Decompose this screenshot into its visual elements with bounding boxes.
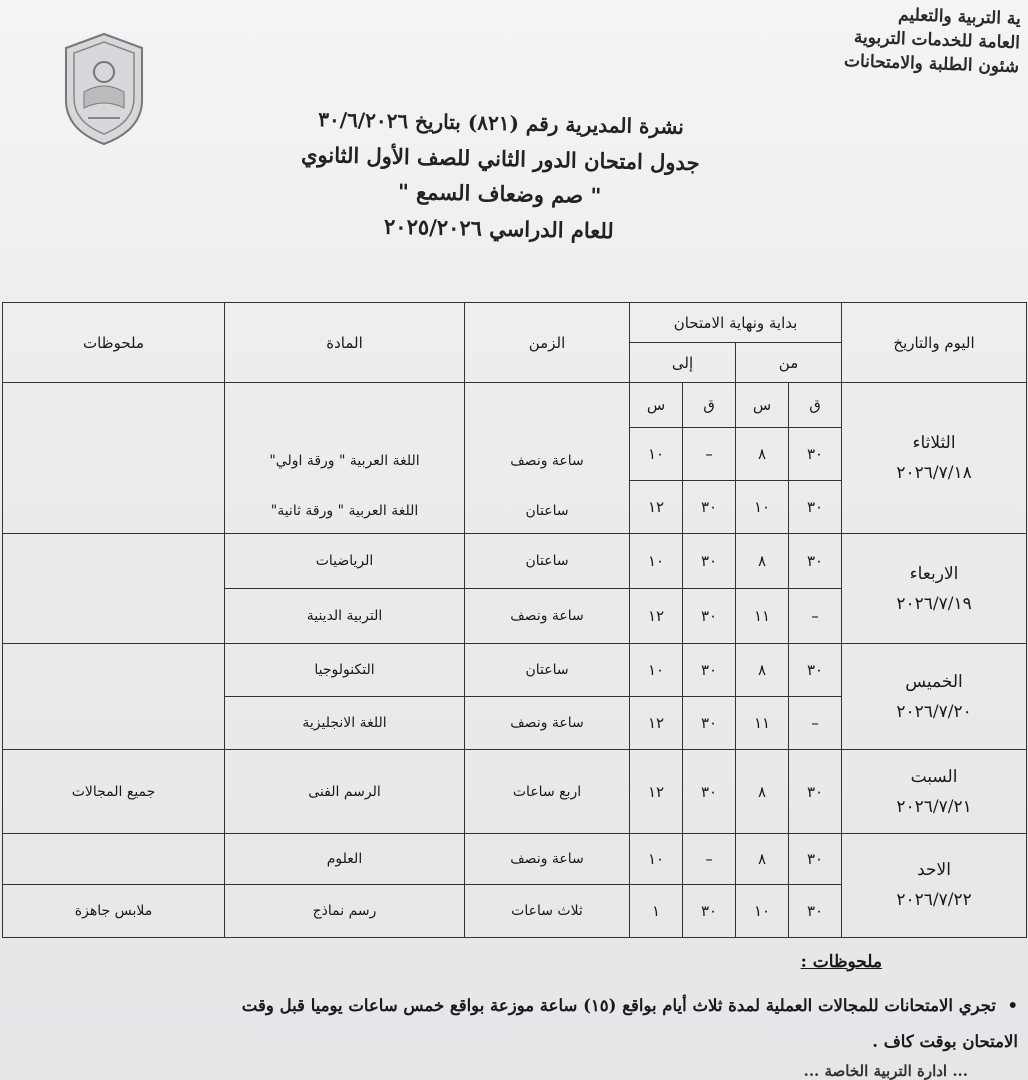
- from-minute: ٣٠: [789, 533, 842, 588]
- from-minute: ٣٠: [789, 884, 842, 937]
- from-hour: ٨: [736, 427, 789, 480]
- note-text: تجري الامتحانات للمجالات العملية لمدة ثلاث أيام بواقع (١٥) ساعة موزعة بواقع خمس ساعات يوميا قبل وقت: [241, 996, 996, 1015]
- to-minute: ٣٠: [683, 589, 736, 644]
- header-subject: المادة: [225, 303, 465, 383]
- note-line-1: [8, 988, 1018, 1024]
- document-title: جدول امتحان الدور الثاني للصف الأول الثانوي: [300, 141, 700, 176]
- header-to: إلى: [630, 343, 736, 383]
- note-line-2: الامتحان بوقت كاف .: [872, 1032, 1018, 1051]
- unit-hour: س: [630, 383, 683, 428]
- subject-value: الرسم الفنى: [225, 750, 465, 834]
- from-minute: ٣٠: [789, 644, 842, 697]
- duration-value: ثلاث ساعات: [465, 884, 630, 937]
- subject-value: الرياضيات: [225, 533, 465, 588]
- to-hour: ١٢: [630, 589, 683, 644]
- note-value: ملابس جاهزة: [3, 884, 225, 937]
- to-minute: –: [683, 833, 736, 884]
- header-day-date: اليوم والتاريخ: [842, 303, 1027, 383]
- to-hour: ١٠: [630, 533, 683, 588]
- day-cell: [842, 383, 1027, 534]
- day-name: الثلاثاء: [912, 432, 956, 453]
- day-date: ٢٠٢٦/٧/٢٠: [896, 701, 972, 722]
- from-minute: –: [789, 697, 842, 750]
- from-hour: ١٠: [736, 884, 789, 937]
- to-hour: ١٠: [630, 427, 683, 480]
- to-minute: ٣٠: [683, 884, 736, 937]
- from-minute: ٣٠: [789, 480, 842, 533]
- to-hour: ١٢: [630, 480, 683, 533]
- to-hour: ١: [630, 884, 683, 937]
- unit-minute: ق: [683, 383, 736, 428]
- notes-cell: [3, 533, 225, 643]
- subject-value: اللغة الانجليزية: [225, 697, 465, 750]
- notes-paragraph: [8, 988, 1018, 1060]
- from-minute: ٣٠: [789, 750, 842, 834]
- from-hour: ٨: [736, 833, 789, 884]
- academic-year: للعام الدراسي ٢٠٢٥/٢٠٢٦: [383, 213, 615, 244]
- day-name: السبت: [910, 766, 958, 787]
- subject-value: التكنولوجيا: [225, 644, 465, 697]
- note-value: جميع المجالات: [3, 750, 225, 834]
- day-name: الخميس: [905, 671, 963, 692]
- duration-value: ساعة ونصف: [465, 833, 630, 884]
- from-hour: ١١: [736, 697, 789, 750]
- day-name: الاربعاء: [909, 563, 959, 584]
- day-cell: [842, 644, 1027, 750]
- to-hour: ١٠: [630, 833, 683, 884]
- ministry-line-1: ية التربية والتعليم: [897, 4, 1022, 30]
- schedule-body: [3, 383, 1027, 938]
- to-minute: ٣٠: [683, 533, 736, 588]
- from-hour: ١١: [736, 589, 789, 644]
- header-start-end: بداية ونهاية الامتحان: [630, 303, 842, 343]
- day-cell: [842, 533, 1027, 643]
- to-hour: ١٠: [630, 644, 683, 697]
- to-minute: ٣٠: [683, 480, 736, 533]
- day-date: ٢٠٢٦/٧/٢١: [896, 796, 972, 817]
- notes-cell: [3, 383, 225, 534]
- session-row: [3, 533, 1027, 588]
- subject-value: التربية الدينية: [225, 589, 465, 644]
- to-minute: ٣٠: [683, 697, 736, 750]
- to-hour: ١٢: [630, 697, 683, 750]
- exam-schedule-table: [2, 302, 1027, 938]
- header-notes: ملحوظات: [3, 303, 225, 383]
- ministry-logo-icon: [58, 30, 150, 148]
- header-from: من: [736, 343, 842, 383]
- bullet-icon: •: [1007, 996, 1018, 1015]
- unit-hour: س: [736, 383, 789, 428]
- duration-value: اربع ساعات: [465, 750, 630, 834]
- day-name: الاحد: [917, 860, 951, 881]
- to-minute: ٣٠: [683, 644, 736, 697]
- from-hour: ٨: [736, 750, 789, 834]
- to-hour: ١٢: [630, 750, 683, 834]
- day-cell: [842, 833, 1027, 937]
- subject-value: اللغة العربية " ورقة ثانية": [270, 502, 419, 519]
- day-cell: [842, 750, 1027, 834]
- ministry-line-2: العامة للخدمات التربوية: [853, 27, 1021, 54]
- session-row: [3, 833, 1027, 884]
- subject-value: اللغة العربية " ورقة اولي": [269, 452, 420, 469]
- unit-minute: ق: [789, 383, 842, 428]
- duration-cell: [465, 383, 630, 534]
- session-row: [3, 750, 1027, 834]
- subject-value: العلوم: [225, 833, 465, 884]
- from-minute: ٣٠: [789, 427, 842, 480]
- document-subtitle: " صم وضعاف السمع ": [397, 178, 602, 209]
- duration-value: ساعتان: [465, 644, 630, 697]
- session-row: [3, 644, 1027, 697]
- day-date: ٢٠٢٦/٧/١٩: [896, 593, 972, 614]
- ministry-line-3: شئون الطلبة والامتحانات: [843, 51, 1020, 78]
- day-date: ٢٠٢٦/٧/١٨: [896, 462, 972, 483]
- duration-value: ساعة ونصف: [465, 697, 630, 750]
- duration-value: ساعتان: [465, 533, 630, 588]
- subject-cell: [225, 383, 465, 534]
- header-duration: الزمن: [465, 303, 630, 383]
- from-minute: ٣٠: [789, 833, 842, 884]
- subject-value: رسم نماذج: [225, 884, 465, 937]
- from-hour: ١٠: [736, 480, 789, 533]
- from-minute: –: [789, 589, 842, 644]
- duration-value: ساعتان: [525, 502, 569, 519]
- document-headings: [239, 101, 762, 252]
- from-hour: ٨: [736, 644, 789, 697]
- units-row: [3, 383, 1027, 428]
- notes-title: ملحوظات :: [800, 952, 882, 972]
- ministry-header: [719, 0, 1021, 79]
- day-date: ٢٠٢٦/٧/٢٢: [896, 890, 972, 911]
- bulletin-line: نشرة المديرية رقم (٨٢١) بتاريخ ٣٠/٦/٢٠٢٦: [318, 107, 685, 139]
- to-minute: ٣٠: [683, 750, 736, 834]
- duration-value: ساعة ونصف: [465, 589, 630, 644]
- cut-off-line: ... ادارة التربية الخاصة ...: [803, 1062, 968, 1080]
- to-minute: –: [683, 427, 736, 480]
- from-hour: ٨: [736, 533, 789, 588]
- duration-value: ساعة ونصف: [510, 452, 584, 469]
- notes-cell: [3, 644, 225, 750]
- note-value: [3, 833, 225, 884]
